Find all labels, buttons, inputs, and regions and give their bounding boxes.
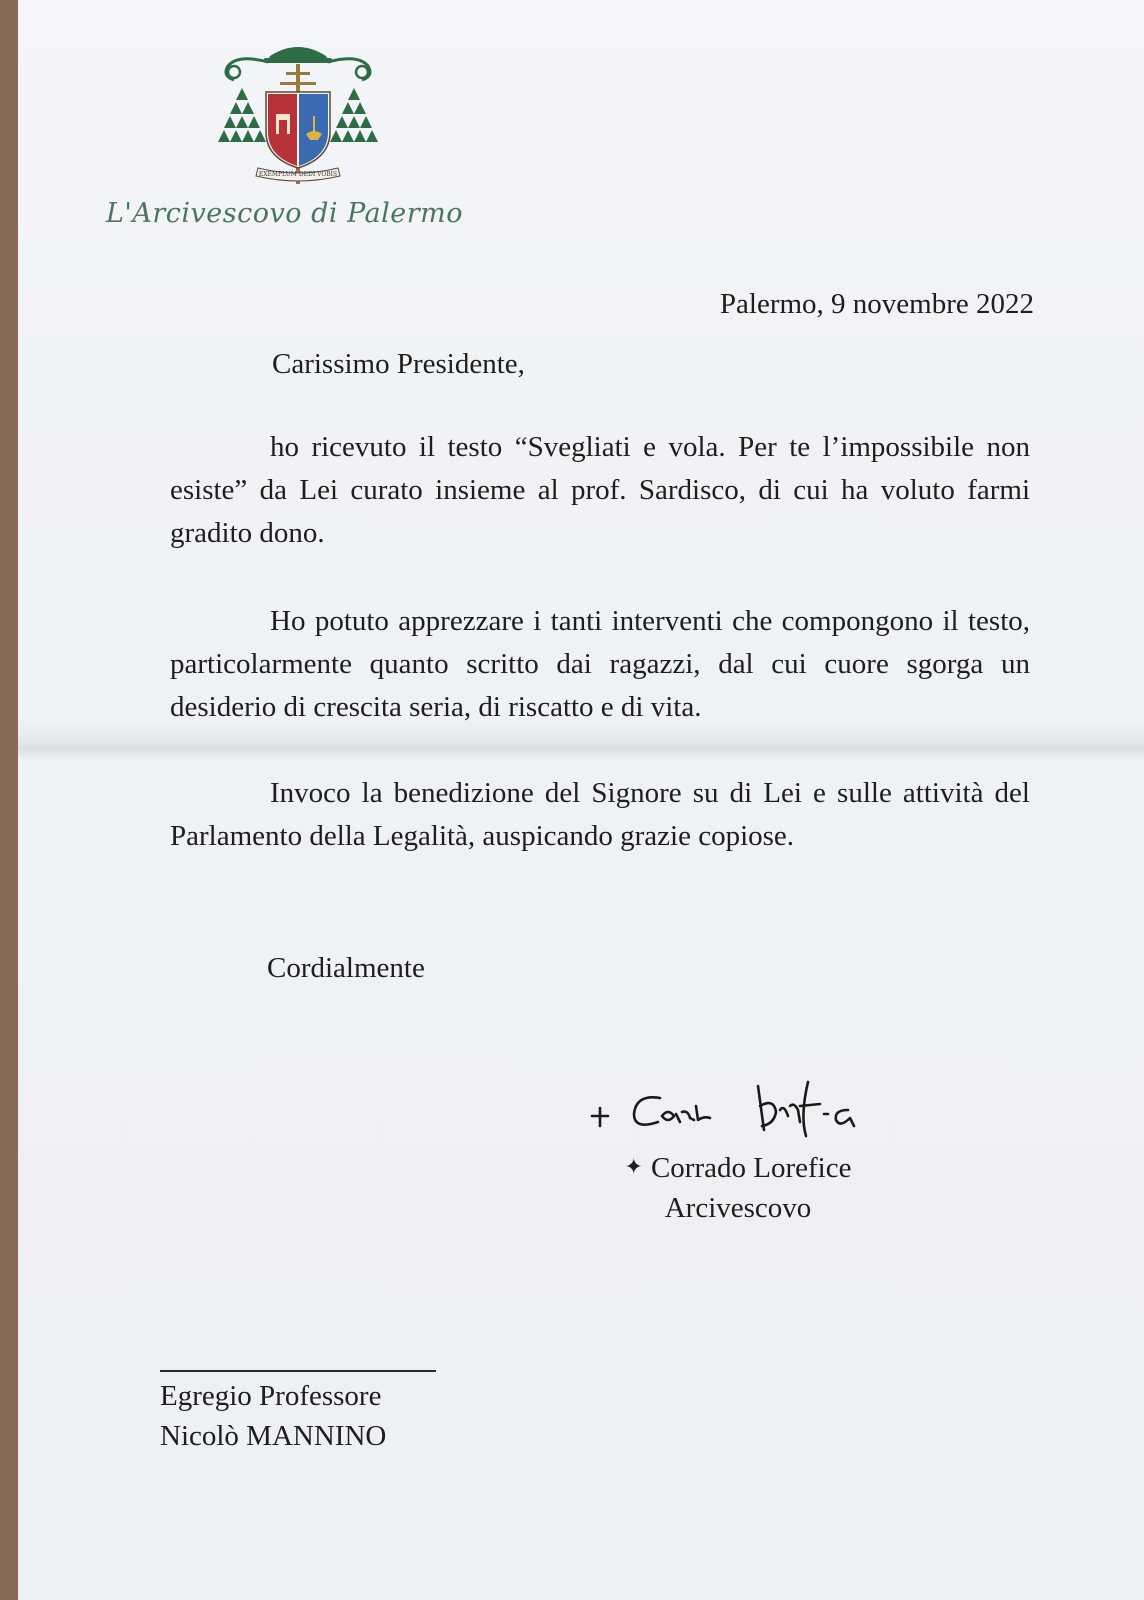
archbishop-coat-of-arms-icon	[208, 36, 388, 196]
recipient-title: Egregio Professore	[160, 1380, 382, 1412]
signer-name-line	[578, 1148, 898, 1188]
letter-page	[18, 0, 1144, 1600]
letter-date: Palermo, 9 novembre 2022	[719, 288, 1034, 320]
recipient-address	[160, 1376, 386, 1456]
letter-closing: Cordialmente	[267, 952, 425, 984]
letterhead-title: L'Arcivescovo di Palermo	[106, 198, 464, 229]
letter-salutation: Carissimo Presidente,	[272, 348, 525, 380]
signer-name: Corrado Lorefice	[650, 1152, 852, 1184]
address-divider	[160, 1370, 436, 1372]
recipient-name: Nicolò MANNINO	[160, 1420, 387, 1452]
letter-paragraph: Invoco la benedizione del Signore su di Lei e sulle attività del Parlamento della Legalità, auspicando grazie copiose.	[170, 777, 1030, 852]
crest-motto: EXEMPLUM DEDI VOBIS	[258, 171, 338, 178]
paper-fold	[18, 738, 1144, 760]
letter-paragraph: ho ricevuto il testo “Svegliati e vola. Per te l’impossibile non esiste” da Lei curato insieme al prof. Sardisco, di cui ha voluto farmi gradito dono.	[170, 431, 1030, 549]
signer-role: Arcivescovo	[664, 1192, 812, 1224]
letter-paragraph: Ho potuto apprezzare i tanti interventi che compongono il testo, particolarmente quanto scritto dai ragazzi, dal cui cuore sgorga un desiderio di crescita seria, di riscatto e di vita.	[170, 605, 1030, 723]
handwritten-signature	[578, 1076, 878, 1146]
cross-icon: ✦	[624, 1155, 643, 1180]
signer-block	[578, 1148, 898, 1228]
